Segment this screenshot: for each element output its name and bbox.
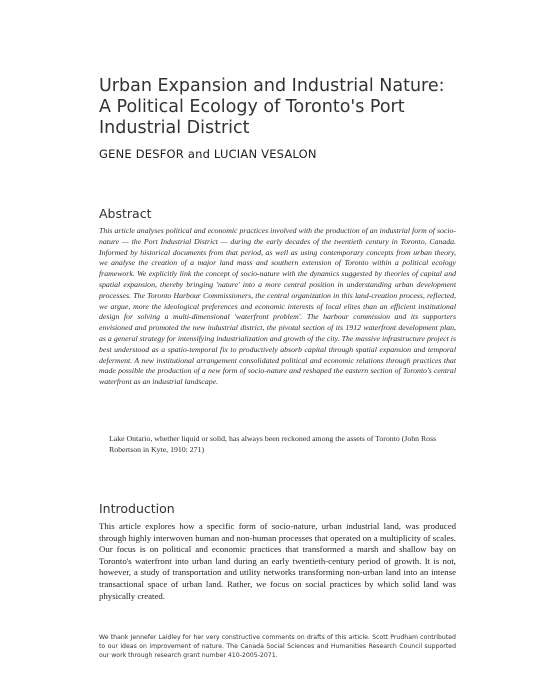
abstract-body: This article analyses political and economic practices involved with the production of an industrial form of socio-nature — the Port Industrial District — during the early decades of the twentieth century in Toronto, Canada. Informed by historical documents from that period, as well as using contemporary concepts from urban theory, we analyse the creation of a major land mass and southern extension of Toronto within a political ecology framework. We explicitly link the concept of socio-nature with the dynamics suggested by theories of capital and spatial expansion, thereby bringing 'nature' into a more central position in understanding urban development processes. The Toronto Harbour Commissioners, the central organization in this land-creation process, reflected, we argue, more the ideological preferences and economic interests of local elites than an efficient institutional design for solving a multi-dimensional 'waterfront problem'. The harbour commission and its supporters envisioned and promoted the new industrial district, the pivotal section of its 1912 waterfront development plan, as a general strategy for intensifying industrialization and growth of the city. The massive infrastructure project is best understood as a spatio-temporal fix to productively absorb capital through spatial expansion and temporal deferment. A new institutional arrangement consolidated political and economic relations through practices that made possible the production of a new form of socio-nature and reshaped the eastern section of Toronto's central waterfront as an industrial landscape. [99, 226, 456, 387]
abstract-heading: Abstract [99, 206, 152, 221]
article-title: Urban Expansion and Industrial Nature: A Political Ecology of Toronto's Port Industrial District [99, 76, 445, 138]
acknowledgement-footnote: We thank Jennefer Laidley for her very constructive comments on drafts of this article. Scott Prudham contributed to our ideas on improvement of nature. The Canada Social Sciences and Humanities Research Council supported our work through research grant number 410-2005-2071. [99, 634, 456, 659]
article-authors: GENE DESFOR and LUCIAN VESALON [99, 147, 317, 161]
epigraph-quote: Lake Ontario, whether liquid or solid, has always been reckoned among the assets of Toronto (John Ross Robertson in Kyte, 1910: 271) [109, 434, 437, 454]
introduction-heading: Introduction [99, 501, 175, 516]
introduction-body: This article explores how a specific form of socio-nature, urban industrial land, was produced through highly interwoven human and non-human processes that operated on a multiplicity of scales. Our focus is on political and economic practices that transformed a marsh and shallow bay on Toronto's waterfront into urban land during an early twentieth-century period of growth. It is not, however, a study of transportation and utility networks transforming non-urban land into an intense transactional space of urban land. Rather, we focus on social practices by which solid land was physically created. [99, 521, 456, 601]
